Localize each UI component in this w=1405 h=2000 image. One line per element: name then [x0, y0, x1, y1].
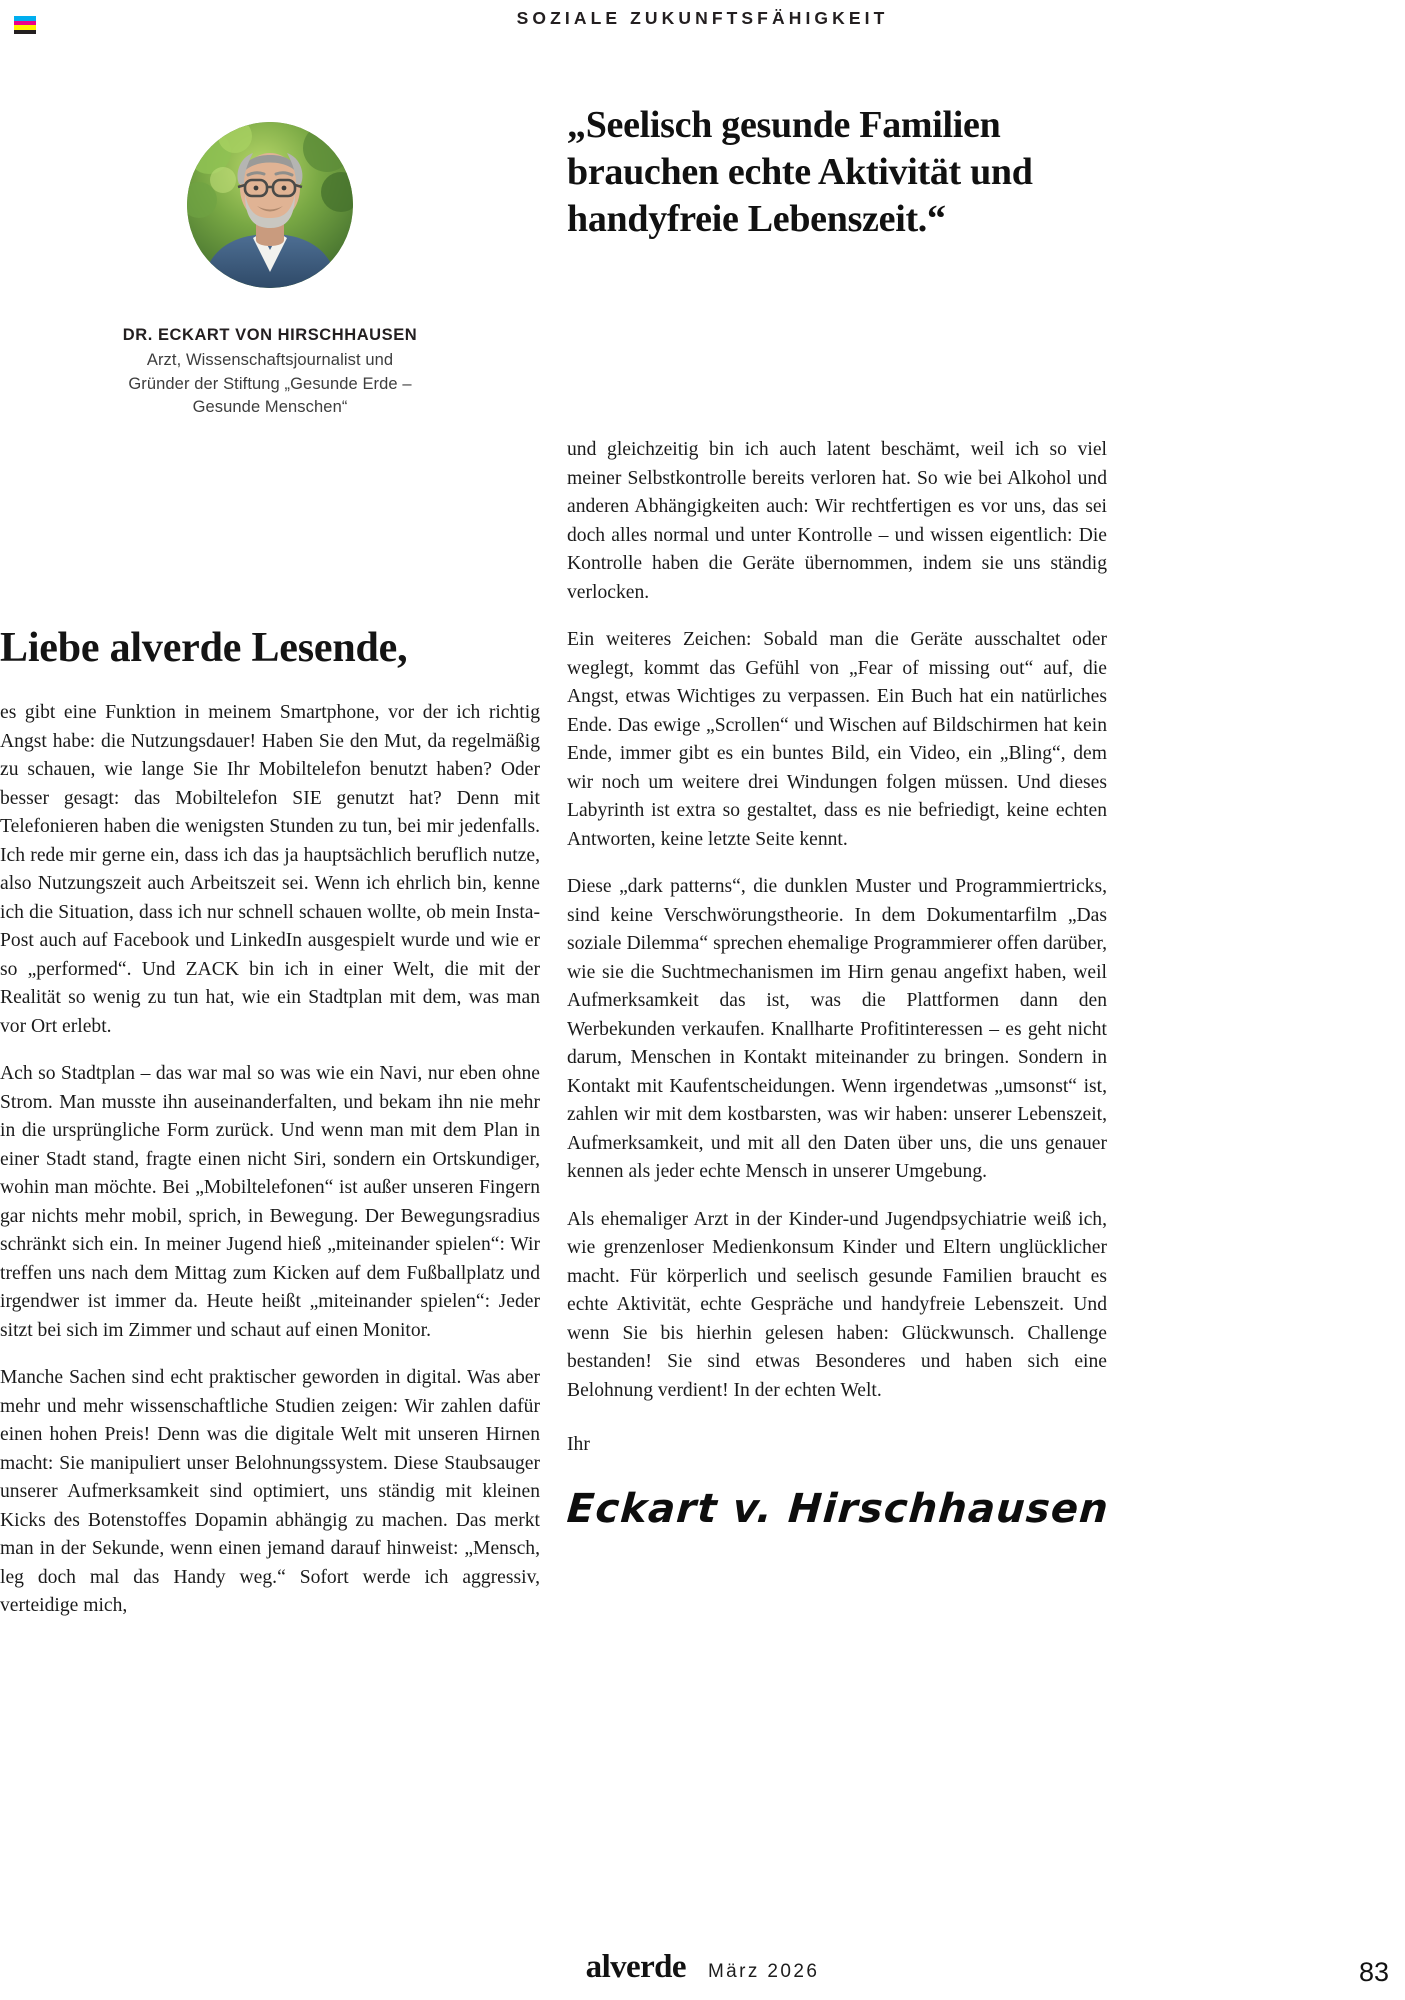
brand-logo: alverde: [585, 1949, 686, 1985]
left-column-body: [0, 699, 540, 1621]
right-column-body: [567, 436, 1107, 1405]
author-block: [0, 96, 540, 420]
author-role-line-1: Arzt, Wissenschaftsjournalist und: [146, 351, 394, 370]
paragraph: Ein weiteres Zeichen: Sobald man die Geräte ausschaltet oder weglegt, kommt das Gefühl von „Fear of missing out“ auf, die Angst, etwas Wichtiges zu verpassen. Ein Buch hat ein natürliches Ende. Das ewige „Scrollen“ und Wischen auf Bildschirmen hat kein Ende, immer gibt es ein buntes Bild, ein Video, ein „Bling“, dem wir noch um weitere drei Windungen folgen müssen. Und dieses Labyrinth ist extra so gestaltet, dass es nie befriedigt, keine echten Antworten, keine letzte Seite kennt.: [567, 629, 1107, 850]
right-column: [565, 96, 1111, 1532]
author-name: DR. ECKART VON HIRSCHHAUSEN: [122, 326, 418, 344]
issue-date: März 2026: [707, 1961, 820, 1982]
footer-brand-group: [0, 1949, 1405, 1986]
headline-prefix: Liebe: [0, 624, 110, 671]
paragraph: Als ehemaliger Arzt in der Kinder-und Jugendpsychiatrie weiß ich, wie grenzenloser Medienkonsum Kinder und Eltern unglücklicher macht. Für körperlich und seelisch gesunde Familien braucht es echte Aktivität, echte Gespräche und handyfreie Lebenszeit. Und wenn Sie bis hierhin gelesen haben: Glückwunsch. Challenge bestanden! Sie sind etwas Besonderes und haben sich eine Belohnung verdient! In der echten Welt.: [567, 1208, 1107, 1401]
closing-salutation: Ihr: [567, 1434, 590, 1455]
paragraph: Ach so Stadtplan – das war mal so was wie ein Navi, nur eben ohne Strom. Man musste ihn auseinanderfalten, und bekam ihn nie mehr in die ursprüngliche Form zurück. Und wenn man mit dem Plan in einer Stadt stand, fragte einen nicht Siri, sondern ein Ortskundiger, wohin man möchte. Bei „Mobiltelefonen“ ist außer unseren Fingern gar nichts mehr mobil, sprich, in Bewegung. Der Bewegungsradius schränkt sich ein. In meiner Jugend hieß „miteinander spielen“: Wir treffen uns nach dem Mittag zum Kicken auf dem Fußballplatz und irgendwer ist immer da. Heute heißt „miteinander spielen“: Jeder sitzt bei sich im Zimmer und schaut auf einen Monitor.: [0, 1063, 540, 1341]
left-column: [0, 96, 540, 1640]
author-portrait: [187, 122, 353, 288]
headline-suffix: Lesende,: [241, 624, 408, 671]
author-role-line-3: Gesunde Menschen“: [192, 398, 348, 417]
running-head: SOZIALE ZUKUNFTSFÄHIGKEIT: [516, 7, 889, 28]
paragraph: Diese „dark patterns“, die dunklen Muster und Programmiertricks, sind keine Verschwörungstheorie. In dem Dokumentarfilm „Das soziale Dilemma“ sprechen ehemalige Programmierer offen darüber, wie sie die Suchtmechanismen im Hirn genau angefixt haben, weil Aufmerksamkeit das ist, was die Plattformen dann den Werbekunden verkaufen. Knallharte Profitinteressen – es geht nicht darum, Menschen in Kontakt miteinander zu bringen. Sondern in Kontakt mit Kaufentscheidungen. Wenn irgendetwas „umsonst“ ist, zahlen wir mit dem kostbarsten, was wir haben: unserer Lebenszeit, Aufmerksamkeit, und mit all den Daten über uns, die uns genauer kennen als jeder echte Mensch in unserer Umgebung.: [567, 876, 1107, 1182]
page-title: [0, 626, 540, 671]
headline-brand: alverde: [109, 624, 242, 671]
paragraph: und gleichzeitig bin ich auch latent beschämt, weil ich so viel meiner Selbstkontrolle bereits verloren hat. So wie bei Alkohol und anderen Abhängigkeiten auch: Wir rechtfertigen es vor uns, das sei doch alles normal und unter Kontrolle – und wissen eigentlich: Die Kontrolle haben die Geräte übernommen, indem sie uns ständig verlocken.: [567, 439, 1107, 603]
page-number: 83: [1358, 1957, 1389, 1987]
paragraph: Manche Sachen sind echt praktischer geworden in digital. Was aber mehr und mehr wissenschaftliche Studien zeigen: Wir zahlen dafür einen hohen Preis! Denn was die digitale Welt mit unseren Hirnen macht: Sie manipuliert unser Belohnungssystem. Diese Staubsauger unserer Aufmerksamkeit sind optimiert, uns ständig mit kleinen Kicks des Botenstoffes Dopamin abhängig zu machen. Das merkt man in der Sekunde, wenn einen jemand darauf hinweist: „Mensch, leg doch mal das Handy weg.“ Sofort werde ich aggressiv, verteidige mich,: [0, 1367, 540, 1617]
pull-quote: „Seelisch gesunde Familien brauchen echte Aktivität und handyfreie Lebenszeit.“: [567, 104, 1033, 240]
paragraph: es gibt eine Funktion in meinem Smartphone, vor der ich richtig Angst habe: die Nutzungsdauer! Haben Sie den Mut, da regelmäßig zu schauen, wie lange Sie Ihr Mobiltelefon benutzt haben? Oder besser gesagt: das Mobiltelefon SIE genutzt hat? Denn mit Telefonieren haben die wenigsten Stunden zu tun, bei mir jedenfalls. Ich rede mir gerne ein, dass ich das ja hauptsächlich beruflich nutze, also Nutzungszeit auch Arbeitszeit sei. Wenn ich ehrlich bin, kenne ich die Situation, dass ich nur schnell schauen wollte, ob mein Insta-Post auch auf Facebook und LinkedIn ausgespielt wurde und wie er so „performed“. Und ZACK bin ich in einer Welt, die mit der Realität so wenig zu tun hat, wie ein Stadtplan mit dem, was man vor Ort erlebt.: [0, 702, 540, 1037]
author-role-line-2: Gründer der Stiftung „Gesunde Erde –: [128, 374, 412, 393]
author-role: [0, 349, 540, 419]
page-footer: [0, 1948, 1405, 1992]
author-signature: Eckart v. Hirschhausen: [565, 1485, 1111, 1532]
